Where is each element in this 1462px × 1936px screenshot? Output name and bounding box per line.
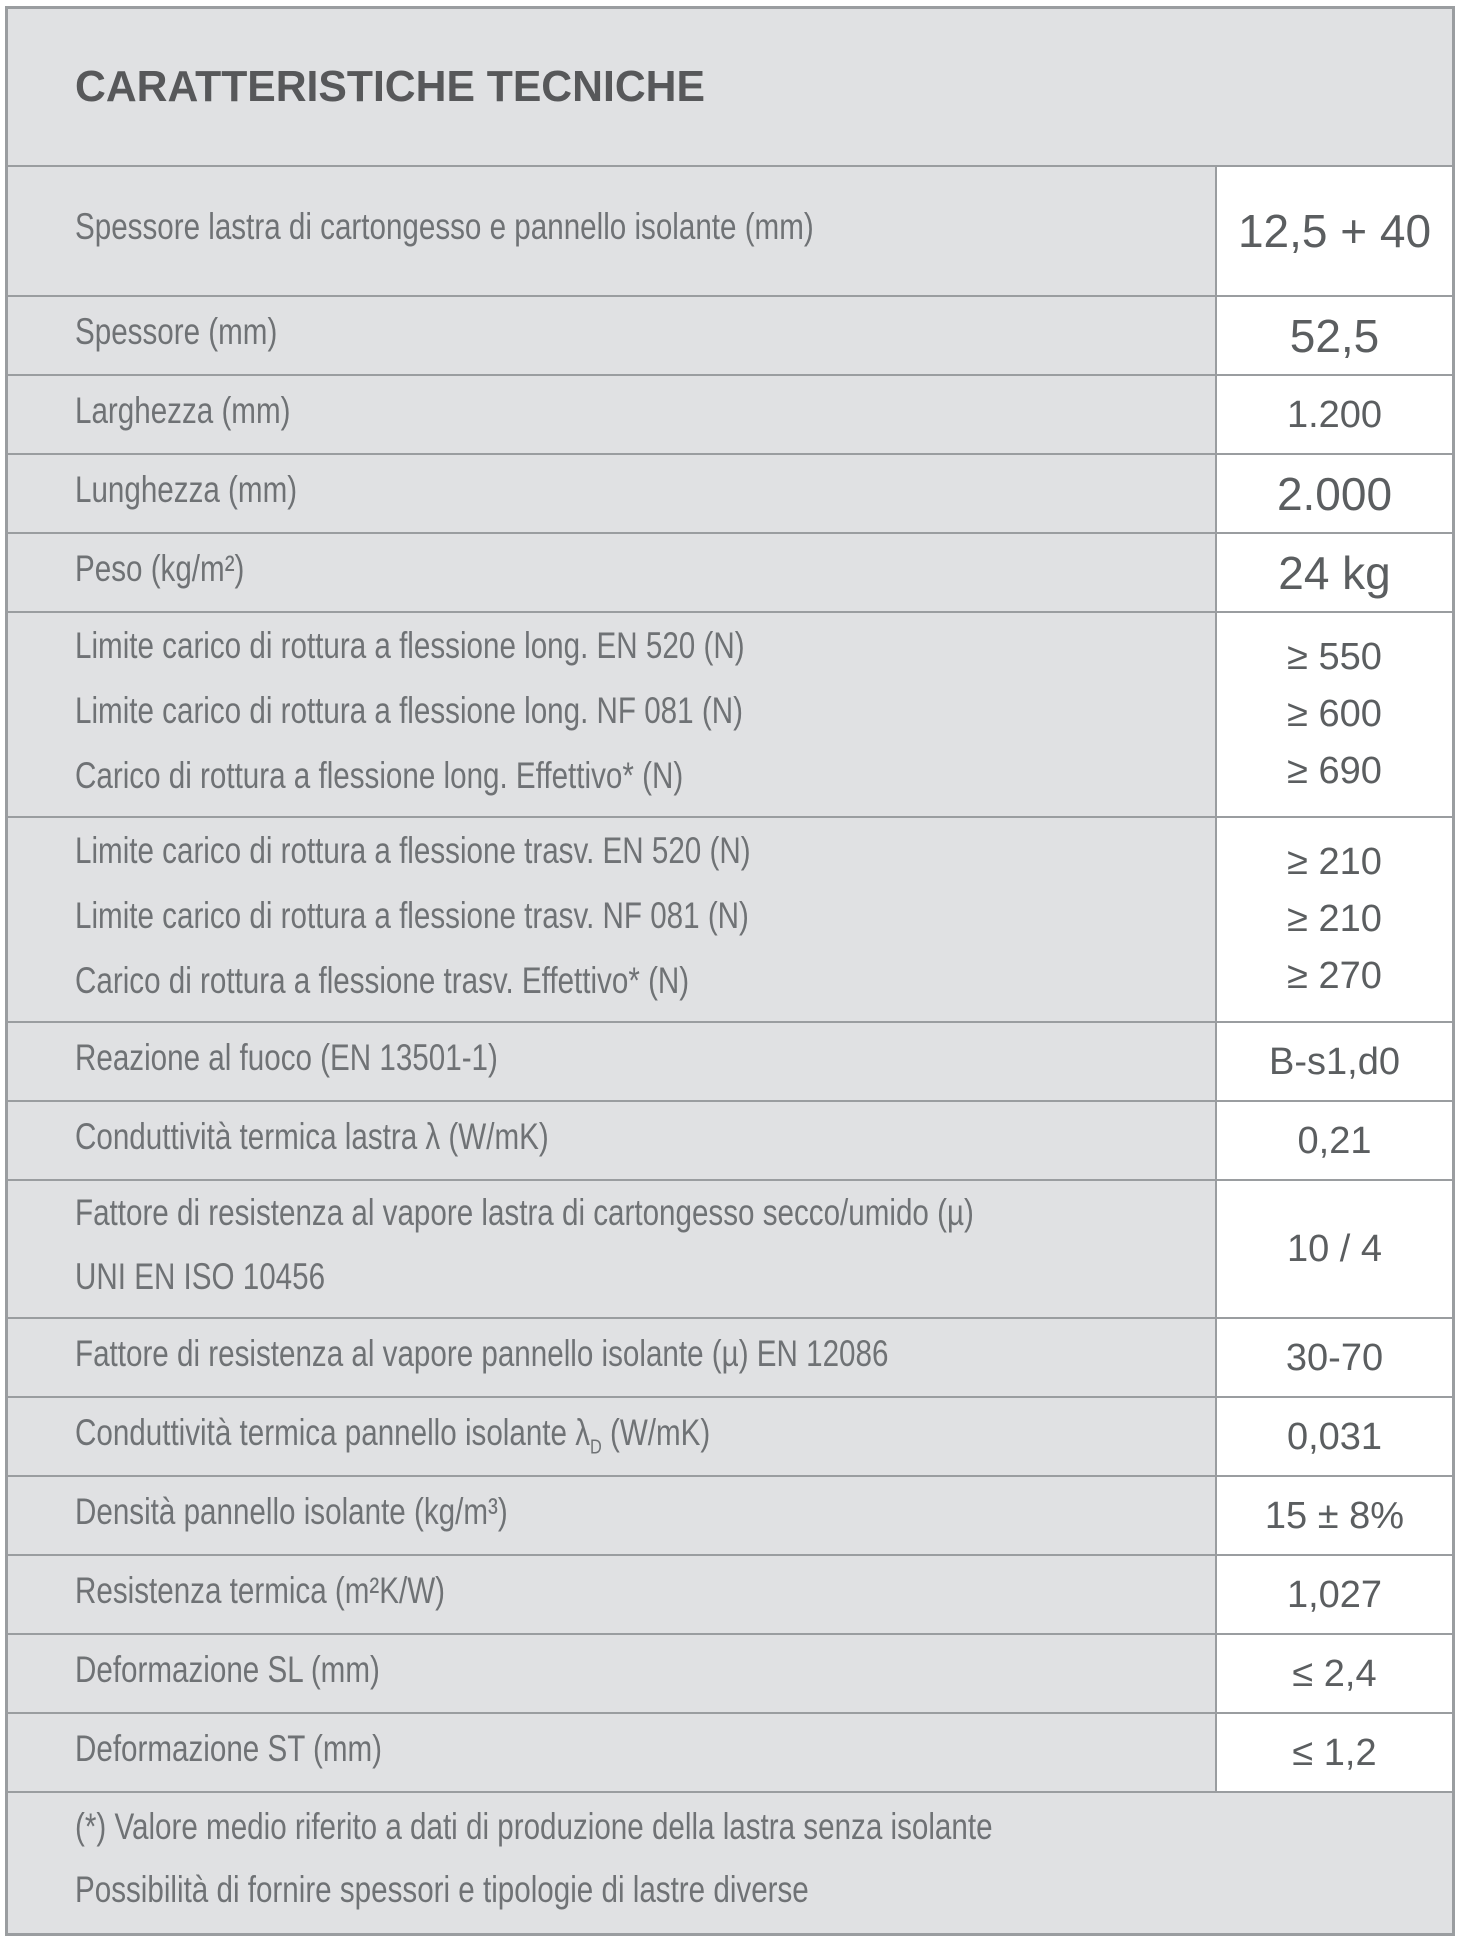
table-row [8,1317,1452,1396]
table-footnotes [8,1791,1452,1933]
table-title: CARATTERISTICHE TECNICHE [75,62,705,111]
row-label: Deformazione SL (mm) [75,1648,380,1690]
row-value: 2.000 [1276,467,1393,520]
row-value: ≥ 210 [1287,841,1382,883]
row-label-cell [8,1319,1215,1396]
row-label-cell [8,1023,1215,1100]
row-value-cell [1215,1398,1452,1475]
table-row [8,165,1452,295]
row-label-cell [8,297,1215,374]
row-value-cell [1215,1319,1452,1396]
row-label: Peso (kg/m²) [75,547,245,589]
table-rows [8,165,1452,1791]
row-value: ≥ 550 [1287,636,1382,678]
row-value: 15 ± 8% [1264,1494,1405,1537]
row-value: ≤ 1,2 [1292,1731,1377,1774]
row-label: Fattore di resistenza al vapore lastra di cartongesso secco/umido (µ) [75,1192,974,1233]
row-value: 10 / 4 [1286,1228,1383,1270]
table-row [8,1021,1452,1100]
row-value-cell [1215,534,1452,611]
row-value: ≥ 600 [1287,693,1382,735]
row-label: Spessore (mm) [75,310,278,352]
row-label-cell [8,613,1215,816]
row-label: UNI EN ISO 10456 [75,1256,326,1297]
row-value: 1,027 [1286,1573,1383,1616]
row-label: Carico di rottura a flessione long. Effettivo* (N) [75,755,684,796]
row-value-cell [1215,818,1452,1021]
row-value-cell [1215,297,1452,374]
row-value-cell [1215,1477,1452,1554]
row-value: 0,21 [1297,1119,1372,1162]
row-value-cell [1215,613,1452,816]
row-label: Resistenza termica (m²K/W) [75,1569,446,1611]
row-label: Conduttività termica lastra λ (W/mK) [75,1115,549,1157]
table-row [8,1633,1452,1712]
row-label: Larghezza (mm) [75,389,291,431]
row-label-cell [8,1714,1215,1791]
footnote-line [75,1862,1436,1925]
row-value: 12,5 + 40 [1237,205,1432,257]
row-value-cell [1215,1181,1452,1317]
table-row [8,453,1452,532]
footnote-line [75,1799,1436,1862]
row-label: Spessore lastra di cartongesso e pannello isolante (mm) [75,206,814,247]
row-label: Deformazione ST (mm) [75,1727,383,1769]
row-label: Carico di rottura a flessione trasv. Effettivo* (N) [75,960,690,1001]
row-label: Densità pannello isolante (kg/m³) [75,1490,508,1532]
row-label-cell [8,1102,1215,1179]
table-row [8,1475,1452,1554]
footnote-text: Possibilità di fornire spessori e tipologie di lastre diverse [75,1869,809,1910]
table-row [8,295,1452,374]
table-row [8,1396,1452,1475]
row-label: Limite carico di rottura a flessione long. NF 081 (N) [75,690,743,731]
row-value-cell [1215,1635,1452,1712]
row-label: Limite carico di rottura a flessione long. EN 520 (N) [75,625,745,666]
row-value-cell [1215,1556,1452,1633]
row-value: 52,5 [1289,309,1380,362]
table-row [8,1712,1452,1791]
technical-characteristics-table [5,6,1455,1936]
row-value: 1.200 [1286,393,1383,436]
row-label-cell [8,167,1215,295]
row-label: Fattore di resistenza al vapore pannello isolante (µ) EN 12086 [75,1332,889,1374]
row-value: ≥ 690 [1287,750,1382,792]
row-label-cell [8,534,1215,611]
row-value-cell [1215,376,1452,453]
row-value-cell [1215,455,1452,532]
row-label-cell [8,376,1215,453]
row-value-cell [1215,1102,1452,1179]
row-label: Reazione al fuoco (EN 13501-1) [75,1036,498,1078]
row-value: 24 kg [1278,546,1391,599]
row-label-cell [8,1635,1215,1712]
row-label-cell [8,1398,1215,1475]
footnote-text: (*) Valore medio riferito a dati di produzione della lastra senza isolante [75,1806,993,1847]
row-label-cell [8,818,1215,1021]
table-row [8,816,1452,1021]
row-label: Limite carico di rottura a flessione trasv. EN 520 (N) [75,830,751,871]
row-value: 30-70 [1285,1336,1384,1379]
row-label-cell [8,1477,1215,1554]
row-value: B-s1,d0 [1269,1040,1400,1083]
table-row [8,374,1452,453]
row-value: ≥ 270 [1287,955,1382,997]
row-label-cell [8,1556,1215,1633]
row-value-cell [1215,1714,1452,1791]
table-row [8,611,1452,816]
row-value: 0,031 [1286,1415,1383,1458]
table-row [8,532,1452,611]
row-label: Limite carico di rottura a flessione trasv. NF 081 (N) [75,895,749,936]
row-label: Conduttività termica pannello isolante $\lambda_D$ (W/mK) [75,1411,711,1458]
row-label-cell [8,455,1215,532]
row-value-cell [1215,1023,1452,1100]
row-label-cell [8,1181,1215,1317]
row-label: Lunghezza (mm) [75,468,298,510]
row-value: ≥ 210 [1287,898,1382,940]
table-row [8,1100,1452,1179]
table-row [8,1179,1452,1317]
table-row [8,1554,1452,1633]
table-title-row [8,9,1452,165]
row-value-cell [1215,167,1452,295]
row-value: ≤ 2,4 [1292,1652,1377,1695]
